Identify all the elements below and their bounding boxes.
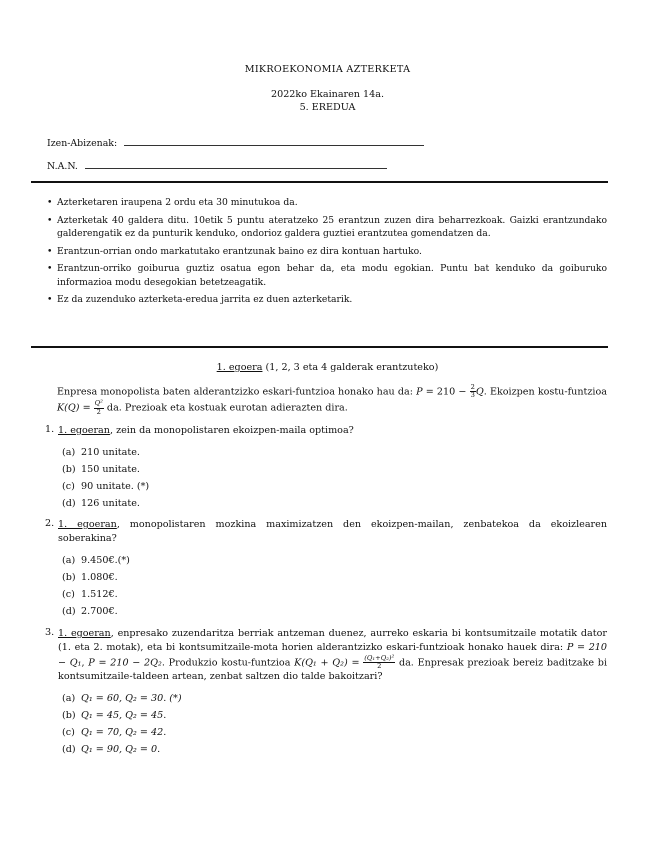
option-c[interactable] (62, 478, 607, 495)
option-label: (b) (62, 710, 76, 722)
cost-fraction (94, 400, 104, 416)
option-label: (c) (62, 480, 75, 492)
instruction-item: • Azterketaren iraupena 2 ordu eta 30 minutukoa da. (47, 196, 607, 210)
option-label: (a) (62, 446, 76, 458)
option-label: (c) (62, 588, 75, 600)
question-number: 3. (45, 627, 55, 638)
option-text: 1.512€. (81, 588, 118, 600)
demand-lhs: P (416, 386, 423, 398)
instruction-item: • Erantzun-orrian ondo markatutako erantzunak baino ez dira kontuan hartuko. (47, 245, 607, 259)
options-list (62, 444, 607, 512)
option-d[interactable] (62, 495, 607, 512)
cost-lhs: K(Q₁ + Q₂) = (294, 656, 364, 668)
option-label: (d) (62, 605, 76, 617)
demand-eq-2: P = 210 − 2Q₂ (88, 656, 162, 668)
eq-separator: , (81, 656, 89, 668)
option-a[interactable] (62, 690, 607, 707)
instruction-item: • Erantzun-orriko goiburua guztiz osatua egon behar da, eta modu egokian. Puntu bat kenduko da goiburuko informazioa modu desegokian betetzeagatik. (47, 262, 607, 289)
name-label: Izen-Abizenak (47, 138, 114, 149)
option-label: (d) (62, 497, 76, 509)
option-label: (a) (62, 693, 76, 705)
cost-eq: = (79, 402, 94, 414)
option-b[interactable] (62, 707, 607, 724)
demand-rhs: = 210 − (422, 386, 470, 398)
options-list (62, 552, 607, 620)
question-1 (47, 424, 607, 512)
question-body: , monopolistaren mozkina maximizatzen den ekoizpen-mailan, zenbatekoa da ekoizlearen soberakina? (58, 519, 607, 544)
question-body: da. Enpresak prezioak bereiz baditzake bi kontsumitzaile-taldeen artean, zenbat saltzen dio talde bakoitzari? (58, 656, 608, 683)
option-text: 9.450€.(*) (81, 554, 130, 566)
question-text (58, 424, 607, 438)
option-text: 210 unitate. (81, 446, 140, 458)
scenario-intro (57, 384, 607, 417)
intro-text: . Ekoizpen kostu-funtzioa (483, 386, 607, 398)
exam-model: 5. EREDUA (299, 102, 356, 113)
option-text: Q₁ = 70, Q₂ = 42. (81, 727, 167, 739)
question-body: , enpresako zuzendaritza berriak antzeman duenez, aurreko eskaria bi kontsumitzaile motatik dator (1. eta 2. motak), eta bi kontsumitzaile-mota horien alderantzizko eskari-funtzioak honako hauek dira: (58, 628, 607, 653)
option-b[interactable] (62, 569, 607, 586)
demand-var: Q (475, 386, 484, 398)
option-label: (b) (62, 463, 76, 475)
option-b[interactable] (62, 461, 607, 478)
intro-text: da. Prezioak eta kostuak eurotan adierazten dira. (103, 402, 348, 414)
option-c[interactable] (62, 724, 607, 741)
top-divider (31, 181, 608, 183)
cost-lhs: K(Q) (57, 402, 80, 414)
fraction-denominator: 2 (377, 661, 382, 670)
question-body: . Produkzio kostu-funtzioa (161, 656, 295, 668)
option-a[interactable] (62, 444, 607, 461)
option-label: (c) (62, 727, 75, 739)
option-text: 126 unitate. (81, 497, 140, 509)
fraction-numerator: Q² (94, 399, 103, 408)
option-a[interactable] (62, 552, 607, 569)
instructions-list (47, 196, 607, 311)
section-title: 1. egoera (216, 362, 263, 373)
question-text (58, 518, 607, 546)
fraction-numerator: 2 (470, 383, 475, 391)
option-text: Q₁ = 90, Q₂ = 0. (81, 744, 161, 756)
name-line[interactable] (124, 144, 424, 146)
question-3 (47, 627, 607, 758)
question-body: , zein da monopolistaren ekoizpen-maila optimoa? (109, 425, 354, 436)
option-text: 90 unitate. (*) (81, 480, 150, 492)
option-label: (b) (62, 571, 76, 583)
fraction-denominator: 2 (96, 407, 101, 416)
option-c[interactable] (62, 586, 607, 603)
question-2 (47, 518, 607, 620)
question-ref: 1. egoeran (58, 425, 110, 436)
question-number: 1. (45, 424, 55, 435)
demand-eq-1: P = 210 − Q₁ (58, 641, 608, 668)
option-text: 1.080€. (81, 571, 118, 583)
section-heading (0, 362, 655, 373)
options-list (62, 690, 607, 758)
section-subtitle: (1, 2, 3 eta 4 galderak erantzuteko) (265, 362, 439, 373)
cost-fraction (363, 655, 395, 671)
option-label: (d) (62, 744, 76, 756)
option-d[interactable] (62, 741, 607, 758)
option-text: 150 unitate. (81, 463, 140, 475)
id-label: N.A.N. (47, 161, 78, 172)
question-number: 2. (45, 518, 55, 529)
fraction-numerator: (Q₁+Q₂)² (364, 653, 395, 662)
name-field[interactable] (47, 138, 424, 149)
option-label: (a) (62, 554, 76, 566)
question-ref: 1. egoeran (58, 628, 111, 639)
question-text (58, 627, 607, 684)
exam-title: MIKROEKONOMIA AZTERKETA (244, 64, 411, 75)
id-field[interactable] (47, 161, 387, 172)
intro-text: Enpresa monopolista baten alderantzizko eskari-funtzioa honako hau da: (57, 386, 417, 398)
instruction-item: • Ez da zuzenduko azterketa-eredua jarrita ez duen azterketarik. (47, 293, 607, 307)
name-colon: : (113, 138, 118, 149)
option-text: Q₁ = 60, Q₂ = 30. (*) (81, 693, 182, 705)
option-text: 2.700€. (81, 605, 118, 617)
question-ref: 1. egoeran (58, 519, 117, 530)
instruction-item: • Azterketak 40 galdera ditu. 10etik 5 puntu ateratzeko 25 erantzun zuzen dira beharrezkoak. Gaizki erantzundako galderengatik ez da punturik kenduko, ondorioz galdera guztiei erantzutea gomendatzen da. (47, 214, 607, 241)
exam-date: 2022ko Ekainaren 14a. (270, 89, 385, 100)
id-line[interactable] (85, 167, 387, 169)
fraction-denominator: 3 (470, 391, 475, 400)
option-d[interactable] (62, 603, 607, 620)
option-text: Q₁ = 45, Q₂ = 45. (81, 710, 167, 722)
section-divider (31, 346, 608, 348)
